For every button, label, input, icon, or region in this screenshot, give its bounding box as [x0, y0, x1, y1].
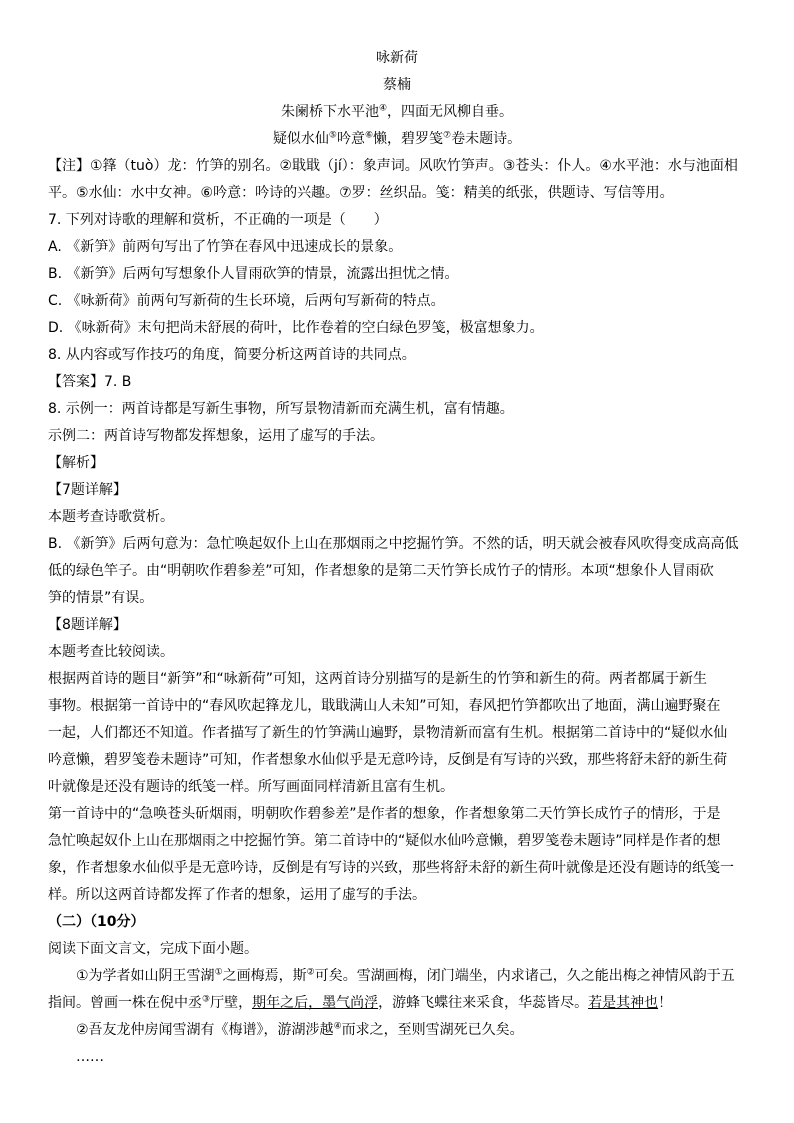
- q8-detail-line: 象，作者想象水仙似乎是无意吟诗，反倒是有写诗的兴致，那些将舒未舒的新生荷叶就像是还没有题诗的纸笺一: [48, 860, 734, 876]
- q7-detail-label: 【7题详解】: [48, 482, 127, 498]
- classical-paragraph-1-cont: 指间。曾画一株在倪中丞③厅壁，期年之后，墨气尚浮，游蜂飞蝶往来采食，华蕊皆尽。若是其神也！: [48, 994, 673, 1011]
- ellipsis: ……: [76, 1049, 104, 1065]
- footnote-mark: ②: [306, 967, 315, 978]
- footnote-mark: ⑦: [443, 130, 452, 141]
- footnote-mark: ④: [333, 1021, 342, 1032]
- q7-option-c: C. 《咏新荷》前两句写新荷的生长环境，后两句写新荷的特点。: [48, 293, 445, 309]
- q8-detail-line: 根据两首诗的题目“新笋”和“咏新荷”可知，这两首诗分别描写的是新生的竹笋和新生的荷。两者都属于新生: [48, 671, 708, 687]
- q8-detail-line: 事物。根据第一首诗中的“春风吹起箨龙儿，戢戢满山人未知”可知，春风把竹笋都吹出了地面，满山遍野聚在: [48, 698, 721, 714]
- answer-label: 【答案】7. B: [48, 374, 132, 390]
- q7-detail-line: B. 《新笋》后两句意为：急忙唤起奴仆上山在那烟雨之中挖掘竹笋。不然的话，明天就会被春风吹得变成高高低: [48, 536, 739, 552]
- q8-detail-line: 急忙唤起奴仆上山在那烟雨之中挖掘竹笋。第二首诗中的“疑似水仙吟意懒，碧罗笺卷未题诗”同样是作者的想: [48, 833, 721, 849]
- q7-detail-line: 本题考查诗歌赏析。: [48, 509, 174, 525]
- classical-paragraph-2: ②吾友龙仲房闻雪湖有《梅谱》，游湖涉越④而求之，至则雪湖死已久矣。: [76, 1021, 524, 1038]
- answer-8-example-2: 示例二：两首诗写物都发挥想象，运用了虚写的手法。: [48, 428, 384, 444]
- footnote-mark: ④: [378, 103, 388, 114]
- classical-paragraph-1: ①为学者如山阴王雪湖①之画梅焉，斯②可矣。雪湖画梅，闭门端坐，内求诸己，久之能出梅之神情风韵于五: [76, 967, 735, 984]
- notes-line-1: 【注】①箨（tuò）龙：竹笋的别名。②戢戢（jí）：象声词。风吹竹笋声。③苍头：仆人。④水平池：水与池面相: [48, 158, 738, 174]
- q8-detail-label: 【8题详解】: [48, 617, 127, 633]
- q7-option-b: B. 《新笋》后两句写想象仆人冒雨砍笋的情景，流露出担忧之情。: [48, 266, 459, 282]
- underlined-phrase: 期年之后，墨气尚浮: [252, 995, 379, 1011]
- q8-detail-line: 第一首诗中的“急唤苍头斫烟雨，明朝吹作碧参差”是作者的想象，作者想象第二天竹笋长成竹子的情形，于是: [48, 806, 721, 822]
- q7-detail-line: 笋的情景”有误。: [48, 590, 154, 606]
- section-2-instruction: 阅读下面文言文，完成下面小题。: [48, 941, 258, 957]
- notes-line-2: 平。⑤水仙：水中女神。⑥吟意：吟诗的兴趣。⑦罗：丝织品。笺：精美的纸张，供题诗、写信等用。: [48, 185, 674, 201]
- q7-stem: 7. 下列对诗歌的理解和赏析，不正确的一项是（ ）: [48, 212, 388, 228]
- section-2-heading: （二）（10分）: [48, 914, 145, 930]
- q8-detail-line: 本题考查比较阅读。: [48, 644, 174, 660]
- q8-stem: 8. 从内容或写作技巧的角度，简要分析这两首诗的共同点。: [48, 347, 416, 363]
- q7-detail-line: 低的绿色竿子。由“明朝吹作碧参差”可知，作者想象的是第二天竹笋长成竹子的情形。本项“想象仆人冒雨砍: [48, 563, 714, 579]
- footnote-mark: ⑥: [364, 130, 374, 141]
- poem-title: 咏新荷: [376, 50, 418, 66]
- q7-option-a: A. 《新笋》前两句写出了竹笋在春风中迅速成长的景象。: [48, 239, 403, 255]
- footnote-mark: ⑤: [328, 130, 337, 141]
- q7-option-d: D. 《咏新荷》末句把尚未舒展的荷叶，比作卷着的空白绿色罗笺，极富想象力。: [48, 320, 544, 336]
- answer-8-example-1: 8. 示例一：两首诗都是写新生事物，所写景物清新而充满生机，富有情趣。: [48, 401, 514, 417]
- footnote-mark: ①: [214, 967, 223, 978]
- footnote-mark: ③: [202, 994, 211, 1005]
- q8-detail-line: 一起，人们都还不知道。作者描写了新生的竹笋满山遍野，景物清新而富有生机。根据第二首诗中的“疑似水仙: [48, 725, 728, 741]
- underlined-phrase: 若是其神也: [588, 995, 659, 1011]
- analysis-label: 【解析】: [48, 455, 104, 471]
- poem-line-2: 疑似水仙⑤吟意⑥懒，碧罗笺⑦卷未题诗。: [272, 130, 522, 147]
- q8-detail-line: 叶就像是还没有题诗的纸笺一样。所写画面同样清新且富有生机。: [48, 779, 454, 795]
- poem-line-1: 朱阑桥下水平池④，四面无风柳自垂。: [280, 103, 514, 120]
- q8-detail-line: 吟意懒，碧罗笺卷未题诗”可知，作者想象水仙似乎是无意吟诗，反倒是有写诗的兴致，那些将舒未舒的新生荷: [48, 752, 728, 768]
- q8-detail-line: 样。所以这两首诗都发挥了作者的想象，运用了虚写的手法。: [48, 887, 426, 903]
- poem-author: 蔡楠: [383, 77, 411, 93]
